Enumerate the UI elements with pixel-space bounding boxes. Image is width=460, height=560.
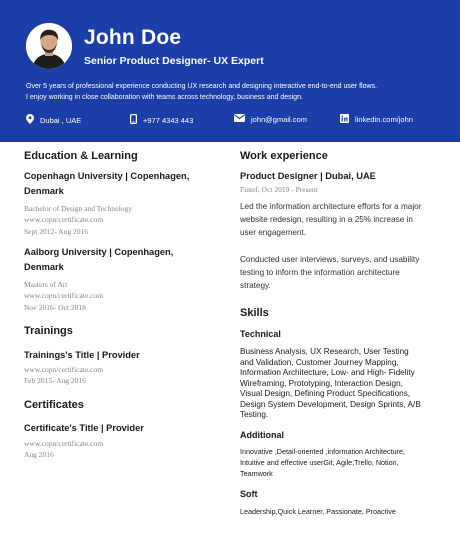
summary-line: Over 5 years of professional experience conducting UX research and designing interactive end-to-end user flows. <box>26 83 377 90</box>
linkedin-text[interactable]: linkedin.com/john <box>355 115 413 124</box>
training-details <box>24 364 103 387</box>
candidate-title: Senior Product Designer- UX Expert <box>84 55 264 67</box>
certificate-details <box>24 438 103 461</box>
skills-technical-label: Technical <box>240 329 281 339</box>
skill-line: Innovative ,Detail-oriented ,information Architecture, <box>240 447 405 456</box>
job-bullet-line: testing to inform the information architecture <box>240 267 400 277</box>
trainings-heading: Trainings <box>24 325 73 337</box>
education-dates: Sept 2012- Aug 2016 <box>24 226 88 236</box>
profile-summary <box>26 82 446 103</box>
skill-line: Wireframing, Prototyping, Interaction Design, <box>240 378 403 388</box>
phone-icon <box>130 114 137 126</box>
contact-email[interactable] <box>234 114 307 124</box>
skill-line: Intuitive and effective userGit, Agile,Trello, Notion, <box>240 458 399 467</box>
job-bullet-line: Conducted user interviews, surveys, and usability <box>240 255 420 264</box>
skill-line: Visual Design, Defining Product Specifications, <box>240 389 411 398</box>
resume-header <box>0 0 460 142</box>
skill-line: Design System Development, Design Sprints, A/B <box>240 399 421 409</box>
training-link[interactable]: www.copn/certificate.com <box>24 365 104 374</box>
education-title-line: Denmark <box>24 185 64 196</box>
skill-line: Information Architecture, Low- and High- Fidelity <box>240 368 415 377</box>
location-text: Dubai , UAE <box>40 115 82 125</box>
education-link[interactable]: www.copn/certificate.com <box>24 291 104 301</box>
job-description <box>240 201 445 240</box>
email-text[interactable]: john@gmail.com <box>251 114 307 124</box>
skill-line: and Validation, Customer Journey Mapping, <box>240 357 399 367</box>
education-dates: Nov 2016- Oct 2018 <box>24 302 86 312</box>
education-degree: Masters of Art <box>24 280 68 289</box>
education-title <box>24 169 189 198</box>
education-heading: Education & Learning <box>24 150 138 162</box>
certificate-dates: Aug 2016 <box>24 450 54 460</box>
job-bullet-line: strategy. <box>240 280 271 290</box>
candidate-name: John Doe <box>84 26 182 49</box>
contact-bar <box>26 114 446 126</box>
experience-heading: Work experience <box>240 150 328 162</box>
education-title <box>24 245 173 274</box>
skills-soft-label: Soft <box>240 489 258 499</box>
certificate-link[interactable]: www.copn/certificate.com <box>24 439 104 448</box>
education-title-line: Denmark <box>24 261 64 272</box>
education-details <box>24 203 132 237</box>
education-link[interactable]: www.copn/certificate.com <box>24 215 104 225</box>
certificate-title: Certificate's Title | Provider <box>24 423 144 433</box>
skills-additional-list <box>240 446 450 479</box>
job-description <box>240 254 445 293</box>
summary-line: I enjoy working in close collaboration with teams across technology, business and design. <box>26 93 303 101</box>
job-bullet-line: Led the information architecture efforts for a major <box>240 202 422 211</box>
education-details <box>24 279 103 313</box>
mail-icon <box>234 114 245 124</box>
skill-line: Leadership,Quick Learner, Passionate, Proactive <box>240 507 396 516</box>
job-title: Product Designer | Dubai, UAE <box>240 171 376 181</box>
education-title-line: Aalborg University | Copenhagen, <box>24 247 174 257</box>
skill-line: Testing. <box>240 410 269 419</box>
job-bullet-line: user engagement. <box>240 227 306 237</box>
certificates-heading: Certificates <box>24 399 84 411</box>
location-icon <box>26 114 34 126</box>
contact-phone <box>130 114 193 126</box>
profile-photo <box>26 23 72 69</box>
skills-heading: Skills <box>240 307 269 319</box>
contact-location <box>26 114 81 126</box>
training-dates: Feb 2015- Aug 2016 <box>24 376 86 386</box>
skills-technical-list <box>240 347 450 421</box>
education-degree: Bachelor of Design and Technology <box>24 204 133 213</box>
job-bullet-line: website redesign, resulting in a 25% increase in <box>240 214 413 224</box>
education-title-line: Copenhagn University | Copenhagen, <box>24 171 190 181</box>
training-title: Trainings's Title | Provider <box>24 350 140 360</box>
phone-text: +977 4343 443 <box>143 115 194 125</box>
skills-soft-list <box>240 506 450 517</box>
linkedin-icon <box>340 114 349 125</box>
contact-linkedin[interactable] <box>340 114 413 125</box>
skills-additional-label: Additional <box>240 430 284 440</box>
skill-line: Business Analysis, UX Research, User Testing <box>240 347 409 356</box>
skill-line: Teamwork <box>240 469 273 478</box>
job-company-dates: Fintef, Oct 2019 - Present <box>240 185 318 194</box>
